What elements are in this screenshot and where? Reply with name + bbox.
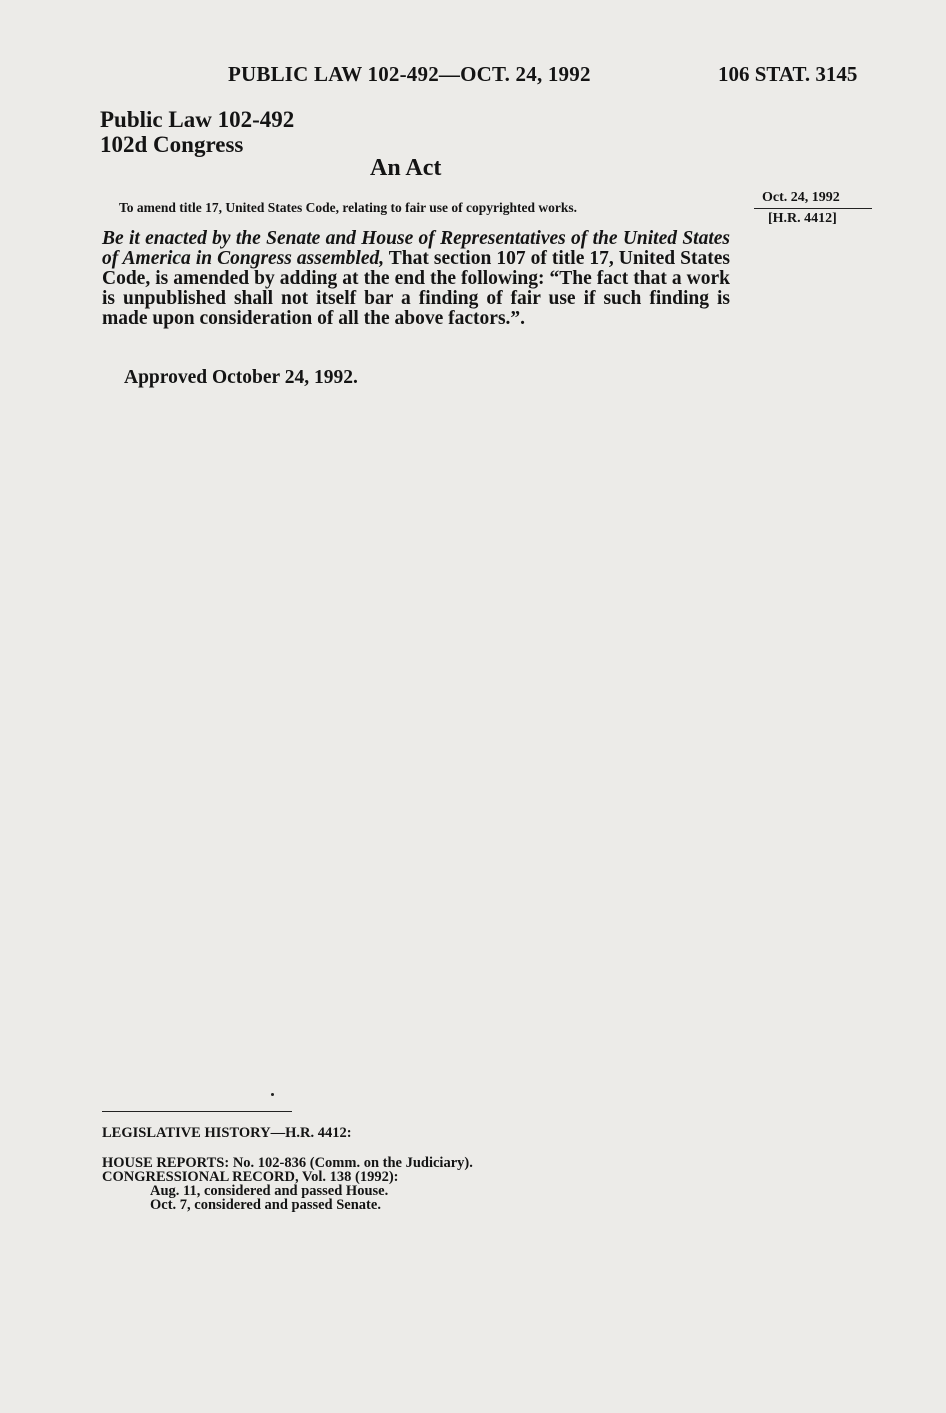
stray-mark [271,1093,274,1096]
act-body [102,229,730,329]
approval-date: Approved October 24, 1992. [124,367,358,388]
act-body-text: That section 107 of title 17, United States Code, is amended by adding at the end the following: “The fact that a work is unpublished shall not itself bar a finding of fair use if such finding is made upon consideration of all the above factors.”. [102,248,730,329]
statute-page-reference: 106 STAT. 3145 [718,62,858,86]
running-header-title: PUBLIC LAW 102-492—OCT. 24, 1992 [228,62,591,86]
act-purpose: To amend title 17, United States Code, relating to fair use of copyrighted works. [119,200,577,215]
history-line: Aug. 11, considered and passed House. [150,1183,389,1199]
legislative-history-heading: LEGISLATIVE HISTORY—H.R. 4412: [102,1125,352,1141]
history-line: HOUSE REPORTS: No. 102-836 (Comm. on the Judiciary). [102,1155,473,1171]
history-line: Oct. 7, considered and passed Senate. [150,1197,381,1213]
act-heading: An Act [370,155,442,181]
margin-divider [754,208,872,209]
enacting-clause: Be it enacted by the Senate and House of Representatives of the United States of America in Congress assembled, [102,228,730,269]
margin-date: Oct. 24, 1992 [762,190,840,205]
history-line: CONGRESSIONAL RECORD, Vol. 138 (1992): [102,1169,399,1185]
public-law-number: Public Law 102-492 [100,107,295,132]
margin-bill-number: [H.R. 4412] [768,211,837,226]
congress-number: 102d Congress [100,132,244,157]
history-divider [102,1111,292,1112]
